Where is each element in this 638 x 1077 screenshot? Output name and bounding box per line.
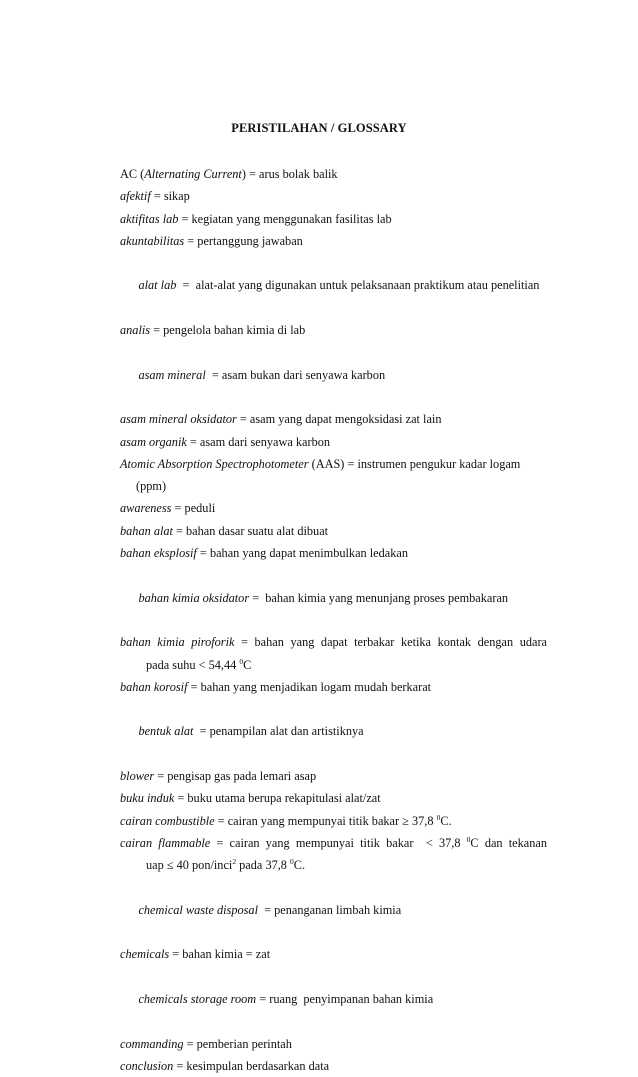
entry-term: conclusion [120, 1058, 174, 1073]
continuation-unit: C. [293, 858, 306, 873]
entry-definition: = ruang penyimpanan bahan kimia [256, 991, 434, 1006]
entry-definition: (AAS) = instrumen pengukur kadar logam [308, 456, 521, 471]
continuation-unit: C [243, 657, 252, 672]
entry-term: bahan eksplosif [120, 546, 197, 561]
continuation-text: pada suhu < 54,44 [146, 657, 240, 672]
entry-definition: = bahan yang dapat menimbulkan ledakan [196, 546, 408, 561]
glossary-entry-awareness [120, 497, 547, 519]
entry-continuation: (ppm) [136, 479, 167, 494]
glossary-entry-asam-mineral-oksidator [120, 408, 547, 430]
glossary-entry-aktifitas-lab [120, 208, 547, 230]
entry-term: analis [120, 323, 151, 338]
entry-term: cairan flammable [120, 835, 211, 850]
entry-definition: = pemberian perintah [183, 1036, 292, 1051]
entry-unit: C dan tekanan [470, 835, 548, 850]
glossary-entry-bahan-alat [120, 520, 547, 542]
entry-definition: = bahan dasar suatu alat dibuat [172, 523, 329, 538]
entry-definition: = alat-alat yang digunakan untuk pelaksanaan praktikum atau penelitian [176, 278, 540, 293]
glossary-entry-bentuk-alat [120, 698, 547, 765]
entry-term: asam organik [120, 434, 187, 449]
entry-definition: = asam yang dapat mengoksidasi zat lain [236, 412, 442, 427]
entry-term: cairan combustible [120, 813, 215, 828]
entry-term: alat lab [138, 278, 177, 293]
entry-term: bahan alat [120, 523, 173, 538]
glossary-entry-blower [120, 765, 547, 787]
glossary-entry-ac [120, 163, 547, 185]
entry-term: asam mineral oksidator [120, 412, 237, 427]
glossary-entry-cairan-flammable [120, 832, 547, 877]
entry-definition: = kesimpulan berdasarkan data [173, 1058, 330, 1073]
entry-term: asam mineral [138, 367, 206, 382]
entry-definition: = bahan kimia = zat [169, 947, 271, 962]
glossary-entry-analis [120, 319, 547, 341]
glossary-entry-chemicals [120, 943, 547, 965]
entry-prefix: AC ( [120, 167, 145, 181]
entry-definition: = pengisap gas pada lemari asap [154, 769, 317, 784]
glossary-entry-cairan-combustible [120, 810, 547, 832]
entry-unit: C. [440, 813, 452, 828]
glossary-entry-akuntabilitas [120, 230, 547, 252]
entry-term: buku induk [120, 791, 175, 806]
entry-term: bahan kimia piroforik [120, 635, 235, 650]
entry-definition: = buku utama berupa rekapitulasi alat/zat [174, 791, 381, 806]
entry-first-line [120, 631, 547, 653]
entry-definition: = sikap [150, 189, 190, 204]
entry-term: commanding [120, 1036, 184, 1051]
glossary-entry-afektif [120, 185, 547, 207]
entry-term: bentuk alat [138, 724, 194, 739]
glossary-entry-aas [120, 453, 547, 498]
entry-term: aktifitas lab [120, 211, 179, 226]
glossary-entry-buku-induk [120, 787, 547, 809]
glossary-entry-asam-mineral [120, 341, 547, 408]
entry-definition: = peduli [171, 501, 216, 516]
entry-definition: = cairan yang mempunyai titik bakar < 37,8 [210, 835, 467, 850]
page-title: PERISTILAHAN / GLOSSARY [231, 121, 407, 135]
glossary-list [120, 163, 547, 1077]
entry-term: awareness [120, 501, 172, 516]
glossary-entry-chemicals-storage-room [120, 966, 547, 1033]
glossary-entry-conclusion [120, 1055, 547, 1077]
glossary-entry-bahan-korosif [120, 676, 547, 698]
entry-continuation [120, 854, 547, 876]
glossary-entry-bahan-kimia-oksidator [120, 564, 547, 631]
entry-definition: = pertanggung jawaban [184, 233, 303, 248]
glossary-entry-bahan-kimia-piroforik [120, 631, 547, 676]
entry-term: chemicals [120, 947, 170, 962]
entry-definition: = asam bukan dari senyawa karbon [205, 367, 386, 382]
entry-term: blower [120, 769, 155, 784]
entry-term: chemical waste disposal [138, 902, 258, 917]
entry-term: afektif [120, 189, 151, 204]
entry-definition: = bahan yang menjadikan logam mudah berkarat [187, 679, 432, 694]
glossary-entry-alat-lab [120, 252, 547, 319]
superscript: 2 [232, 857, 237, 867]
superscript: 0 [239, 656, 244, 666]
entry-first-line [120, 832, 547, 854]
glossary-entry-commanding [120, 1033, 547, 1055]
glossary-entry-bahan-eksplosif [120, 542, 547, 564]
entry-term: akuntabilitas [120, 233, 185, 248]
continuation-text-2: pada 37,8 [236, 858, 291, 873]
entry-first-line [120, 453, 547, 475]
entry-definition: = asam dari senyawa karbon [186, 434, 331, 449]
glossary-entry-chemical-waste-disposal [120, 877, 547, 944]
entry-term: bahan kimia oksidator [138, 590, 250, 605]
entry-term: chemicals storage room [138, 991, 257, 1006]
entry-definition: = kegiatan yang menggunakan fasilitas lab [178, 211, 392, 226]
entry-definition: = cairan yang mempunyai titik bakar ≥ 37,8 [214, 813, 437, 828]
entry-term: Atomic Absorption Spectrophotometer [120, 456, 309, 471]
glossary-entry-asam-organik [120, 431, 547, 453]
superscript: 0 [290, 857, 294, 867]
entry-definition: = penampilan alat dan artistiknya [193, 724, 364, 739]
entry-definition: ) = arus bolak balik [241, 167, 338, 181]
superscript: 0 [436, 812, 441, 822]
entry-definition: = penanganan limbah kimia [258, 902, 402, 917]
continuation-text: uap ≤ 40 pon/inci [146, 858, 233, 873]
entry-term: bahan korosif [120, 679, 188, 694]
entry-definition: = bahan kimia yang menunjang proses pembakaran [249, 590, 509, 605]
entry-continuation [120, 654, 547, 676]
entry-definition: = bahan yang dapat terbakar ketika kontak dengan udara [234, 635, 547, 650]
entry-definition: = pengelola bahan kimia di lab [150, 323, 306, 338]
entry-term: Alternating Current [144, 167, 242, 181]
superscript: 0 [466, 834, 471, 844]
